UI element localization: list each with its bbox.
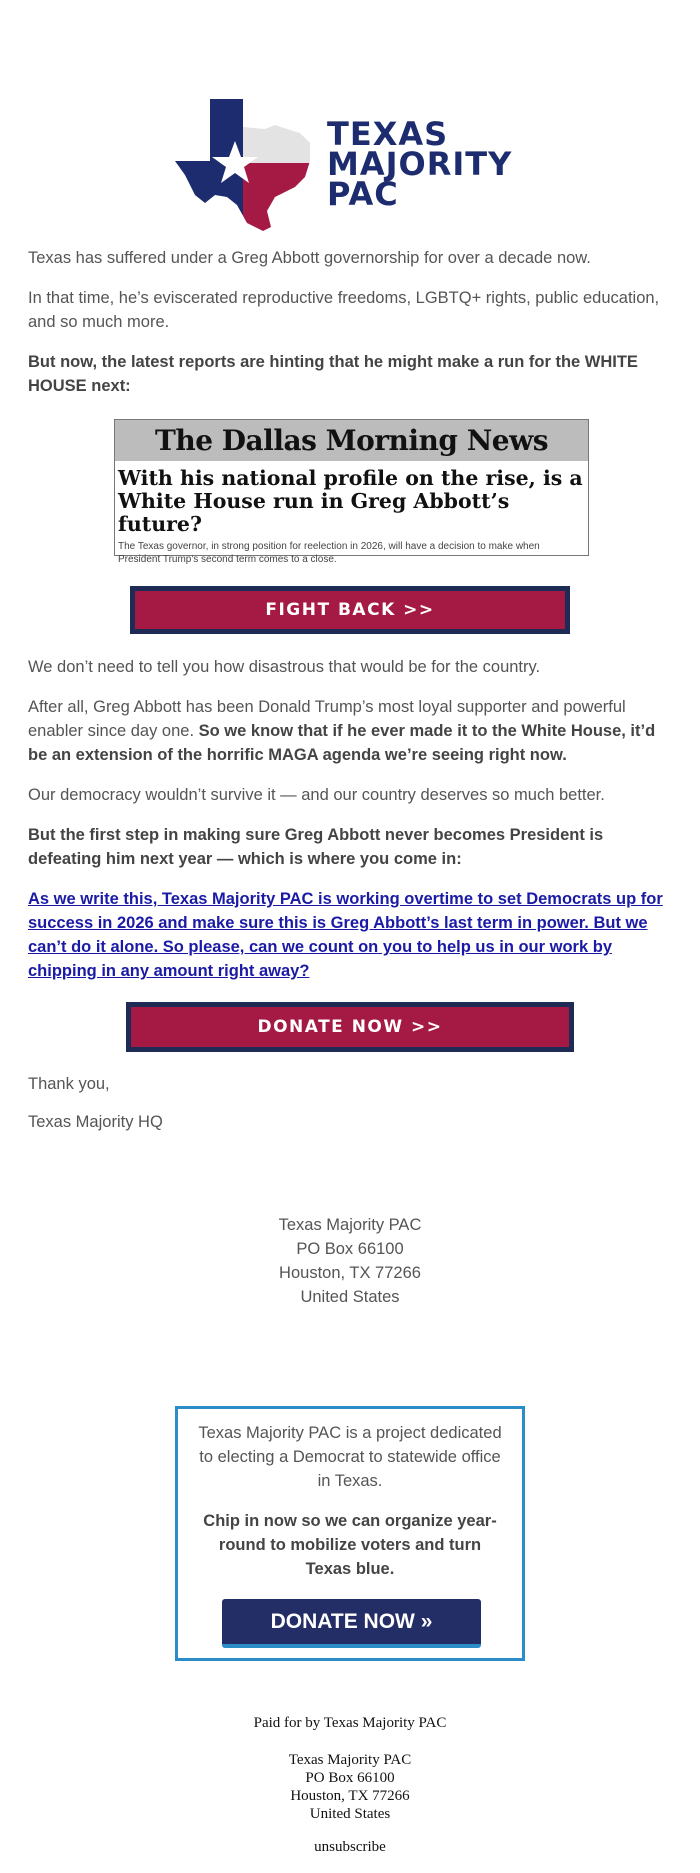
donation-appeal-link[interactable]: As we write this, Texas Majority PAC is working overtime to set Democrats up for success in 2026 and make sure this is Greg Abbott’s last term in power. But we can’t do it alone. So please, can we count on you to help us in our work by chipping in any amount right away? bbox=[28, 890, 663, 980]
address-city: Houston, TX 77266 bbox=[279, 1264, 421, 1282]
promo-donate-button[interactable]: DONATE NOW » bbox=[222, 1599, 481, 1648]
address-country: United States bbox=[300, 1288, 400, 1306]
paragraph-first-step: But the first step in making sure Greg Abbott never becomes President is defeating him next year — which is where you come in: bbox=[28, 826, 604, 868]
promo-bold-text: Chip in now so we can organize year-round to mobilize voters and turn Texas blue. bbox=[203, 1512, 497, 1578]
texas-majority-logo bbox=[175, 99, 530, 231]
donate-now-button[interactable]: DONATE NOW >> bbox=[126, 1002, 574, 1052]
footer-address-country: United States bbox=[309, 1806, 391, 1822]
paid-for-disclaimer: Paid for by Texas Majority PAC bbox=[253, 1715, 447, 1731]
logo-line-pac: PAC bbox=[327, 175, 399, 213]
logo-wordmark bbox=[327, 115, 513, 213]
news-subhead: The Texas governor, in strong position for reelection in 2026, will have a decision to make when President Trump's second term comes to a close. bbox=[118, 541, 540, 565]
paragraph-disastrous: We don’t need to tell you how disastrous that would be for the country. bbox=[28, 658, 541, 676]
address-org: Texas Majority PAC bbox=[278, 1216, 422, 1234]
paragraph-intro: Texas has suffered under a Greg Abbott governorship for over a decade now. bbox=[28, 249, 591, 267]
footer-address-org: Texas Majority PAC bbox=[288, 1752, 412, 1768]
promo-box bbox=[175, 1406, 525, 1661]
footer-address-pobox: PO Box 66100 bbox=[305, 1770, 395, 1786]
signoff-sender: Texas Majority HQ bbox=[28, 1113, 163, 1131]
paragraph-white-house: But now, the latest reports are hinting that he might make a run for the WHITE HOUSE next: bbox=[28, 353, 638, 395]
unsubscribe-link[interactable]: unsubscribe bbox=[314, 1839, 386, 1855]
maga-agenda-bold: So we know that if he ever made it to the White House, it’d be an extension of the horrific MAGA agenda we’re seeing right now. bbox=[28, 722, 656, 764]
logo-line-texas: TEXAS bbox=[327, 115, 449, 153]
footer-address bbox=[0, 1751, 700, 1823]
paragraph-democracy: Our democracy wouldn’t survive it — and our country deserves so much better. bbox=[28, 786, 605, 804]
paragraph-donation-appeal bbox=[28, 887, 672, 983]
mailing-address bbox=[0, 1213, 700, 1309]
paragraph-record: In that time, he’s eviscerated reproductive freedoms, LGBTQ+ rights, public education, and so much more. bbox=[28, 289, 660, 331]
loyal-supporter-text: After all, Greg Abbott has been Donald Trump’s most loyal supporter and powerful enabler since day one. bbox=[28, 698, 626, 740]
footer-address-city: Houston, TX 77266 bbox=[290, 1788, 410, 1804]
newspaper-masthead: The Dallas Morning News bbox=[115, 420, 588, 461]
address-pobox: PO Box 66100 bbox=[296, 1240, 404, 1258]
paragraph-loyal-supporter bbox=[28, 695, 672, 767]
news-clipping[interactable] bbox=[114, 419, 589, 565]
news-headline: With his national profile on the rise, is a White House run in Greg Abbott’s future? bbox=[118, 466, 583, 536]
promo-text: Texas Majority PAC is a project dedicated to electing a Democrat to statewide office in Texas. bbox=[198, 1424, 502, 1490]
signoff-thanks: Thank you, bbox=[28, 1075, 110, 1093]
fight-back-button[interactable]: FIGHT BACK >> bbox=[130, 586, 570, 634]
logo-line-majority: MAJORITY bbox=[327, 145, 513, 183]
texas-star-flag-icon bbox=[175, 99, 315, 231]
